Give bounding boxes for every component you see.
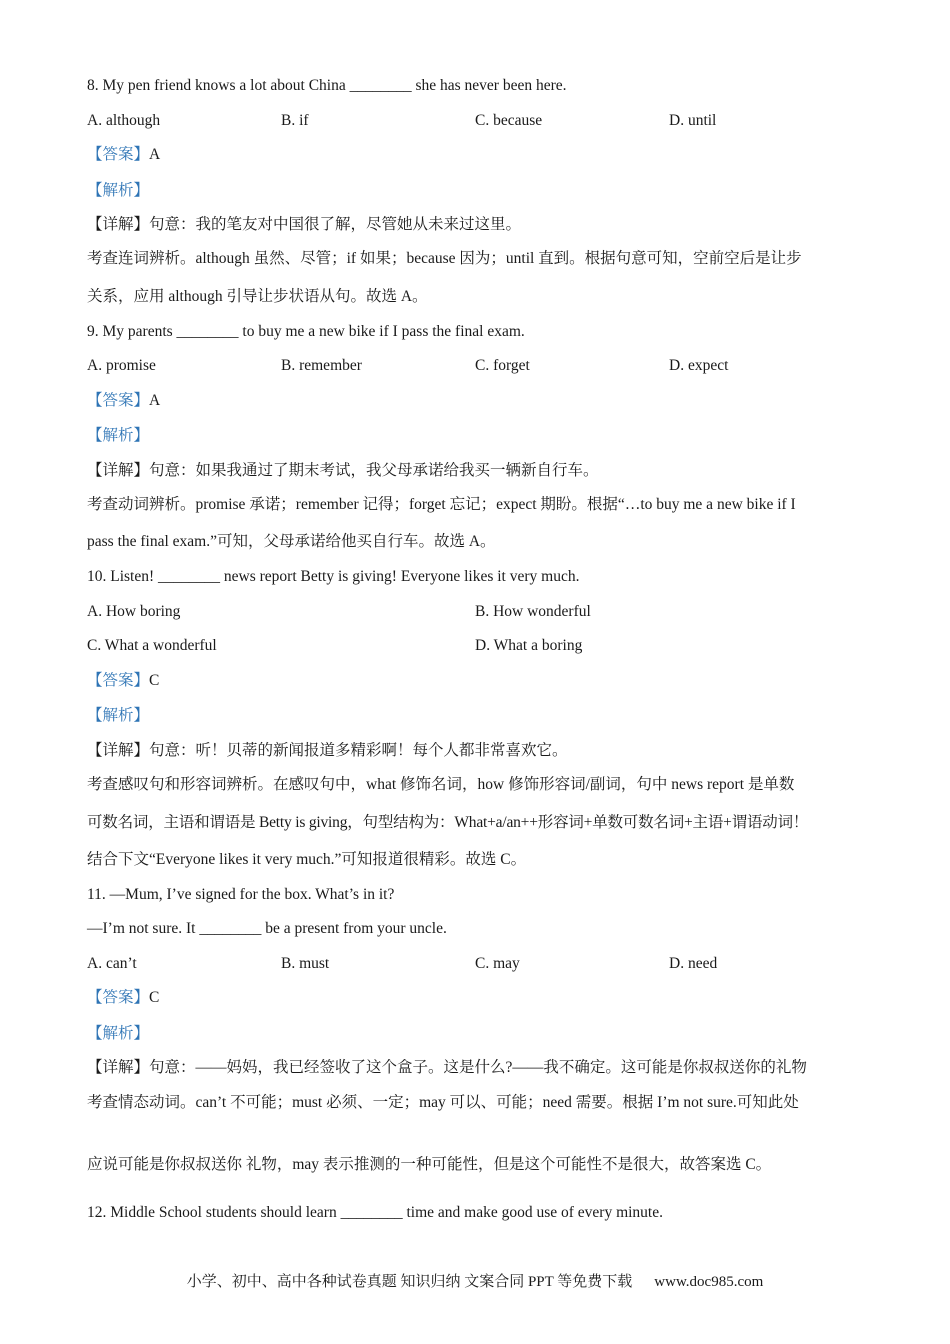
q8-option-a: A. although xyxy=(87,112,161,129)
q8-option-c: C. because xyxy=(475,112,543,129)
q11-answer xyxy=(87,988,159,1008)
q10-answer xyxy=(87,671,159,691)
q8-option-d: D. until xyxy=(669,112,717,129)
q10-option-b: B. How wonderful xyxy=(475,603,591,620)
question-8-stem: 8. My pen friend knows a lot about China ________ she has never been here. xyxy=(87,77,567,94)
q9-option-c: C. forget xyxy=(475,357,530,374)
answer-value: C xyxy=(149,672,160,689)
q10-explanation-line-3: 结合下文“Everyone likes it very much.”可知报道很精彩。故选 C。 xyxy=(87,851,527,868)
q11-detail: 【详解】句意：——妈妈，我已经签收了这个盒子。这是什么?——我不确定。这可能是你叔叔送你的礼物 xyxy=(87,1059,807,1076)
q8-explanation-line-1: 考查连词辨析。although 虽然、尽管；if 如果；because 因为；until 直到。根据句意可知，空前空后是让步 xyxy=(87,250,802,267)
q8-detail: 【详解】句意：我的笔友对中国很了解，尽管她从未来过这里。 xyxy=(87,216,522,233)
q8-explanation-line-2: 关系，应用 although 引导让步状语从句。故选 A。 xyxy=(87,288,428,305)
question-12-stem: 12. Middle School students should learn ________ time and make good use of every minute. xyxy=(87,1204,663,1221)
q11-analysis-label: 【解析】 xyxy=(87,1025,150,1042)
answer-label: 【答案】 xyxy=(87,989,150,1006)
answer-label: 【答案】 xyxy=(87,672,150,689)
page-footer xyxy=(0,1270,950,1291)
q8-option-b: B. if xyxy=(281,112,309,129)
q9-analysis-label: 【解析】 xyxy=(87,427,150,444)
question-10-stem: 10. Listen! ________ news report Betty is giving! Everyone likes it very much. xyxy=(87,568,580,585)
q10-analysis-label: 【解析】 xyxy=(87,707,150,724)
answer-label: 【答案】 xyxy=(87,146,150,163)
answer-value: C xyxy=(149,989,160,1006)
q11-option-b: B. must xyxy=(281,955,330,972)
q10-option-a: A. How boring xyxy=(87,603,181,620)
answer-label: 【答案】 xyxy=(87,392,150,409)
q9-answer xyxy=(87,391,160,411)
answer-value: A xyxy=(149,146,161,163)
question-11-stem-line-2: —I’m not sure. It ________ be a present from your uncle. xyxy=(87,920,447,937)
q11-option-d: D. need xyxy=(669,955,718,972)
q9-detail: 【详解】句意：如果我通过了期末考试，我父母承诺给我买一辆新自行车。 xyxy=(87,462,599,479)
q10-detail: 【详解】句意：听！贝蒂的新闻报道多精彩啊！每个人都非常喜欢它。 xyxy=(87,742,568,759)
footer-url[interactable]: www.doc985.com xyxy=(654,1274,764,1290)
q11-option-c: C. may xyxy=(475,955,520,972)
answer-value: A xyxy=(149,392,161,409)
q10-option-c: C. What a wonderful xyxy=(87,637,217,654)
q11-explanation-line-1: 考查情态动词。can’t 不可能；must 必须、一定；may 可以、可能；need 需要。根据 I’m not sure.可知此处 xyxy=(87,1094,799,1111)
q10-option-d: D. What a boring xyxy=(475,637,583,654)
q9-option-d: D. expect xyxy=(669,357,729,374)
q11-explanation-line-2: 应说可能是你叔叔送你 礼物，may 表示推测的一种可能性，但是这个可能性不是很大，故答案选 C。 xyxy=(87,1156,772,1173)
q10-explanation-line-2: 可数名词，主语和谓语是 Betty is giving，句型结构为：What+a/an++形容词+单数可数名词+主语+谓语动词！ xyxy=(87,814,809,831)
q9-option-b: B. remember xyxy=(281,357,362,374)
footer-text: 小学、初中、高中各种试卷真题 知识归纳 文案合同 PPT 等免费下载 xyxy=(186,1274,633,1290)
q9-option-a: A. promise xyxy=(87,357,156,374)
q9-explanation-line-2: pass the final exam.”可知，父母承诺给他买自行车。故选 A。 xyxy=(87,533,496,550)
question-9-stem: 9. My parents ________ to buy me a new bike if I pass the final exam. xyxy=(87,323,525,340)
q9-explanation-line-1: 考查动词辨析。promise 承诺；remember 记得；forget 忘记；expect 期盼。根据“…to buy me a new bike if I xyxy=(87,496,796,513)
q11-option-a: A. can’t xyxy=(87,955,137,972)
q8-answer xyxy=(87,145,160,165)
question-11-stem-line-1: 11. —Mum, I’ve signed for the box. What’s in it? xyxy=(87,886,395,903)
q8-analysis-label: 【解析】 xyxy=(87,182,150,199)
q10-explanation-line-1: 考查感叹句和形容词辨析。在感叹句中，what 修饰名词，how 修饰形容词/副词，句中 news report 是单数 xyxy=(87,776,795,793)
